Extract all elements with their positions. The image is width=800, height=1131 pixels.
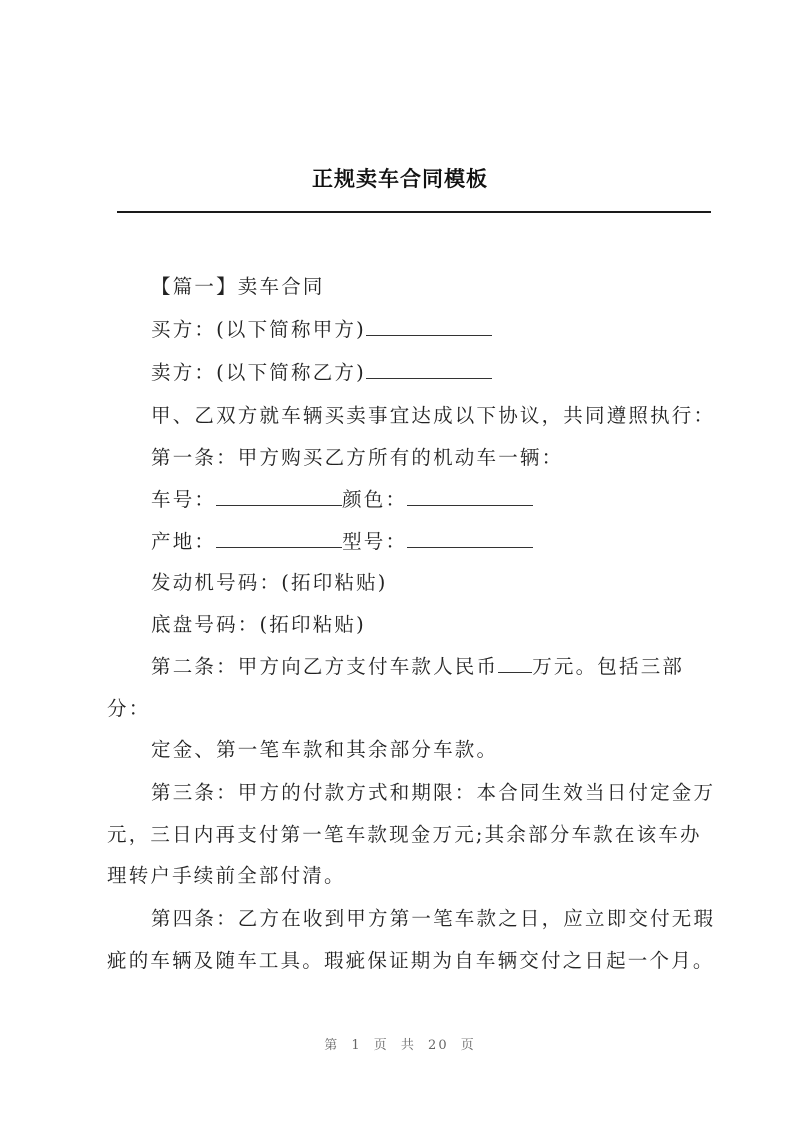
plate-blank (216, 491, 342, 506)
article-2-line-3: 定金、第一笔车款和其余部分车款。 (151, 738, 499, 761)
buyer-line (151, 320, 492, 340)
seller-blank (366, 364, 492, 379)
article-2-text-b: 万元。包括三部 (532, 655, 685, 678)
article-1: 第一条：甲方购买乙方所有的机动车一辆： (151, 446, 564, 469)
plate-color-line (151, 490, 533, 510)
preamble: 甲、乙双方就车辆买卖事宜达成以下协议，共同遵照执行： (151, 404, 716, 427)
engine-number: 发动机号码：(拓印粘贴) (151, 571, 388, 594)
article-3-line-1: 第三条：甲方的付款方式和期限：本合同生效当日付定金万 (151, 781, 716, 804)
article-4-line-2: 疵的车辆及随车工具。瑕疵保证期为自车辆交付之日起一个月。 (107, 949, 715, 972)
article-2-line-2: 分： (107, 697, 151, 720)
buyer-blank (366, 321, 492, 336)
origin-blank (216, 533, 342, 548)
model-label: 型号： (342, 530, 408, 553)
model-blank (407, 533, 533, 548)
seller-label: 卖方：(以下简称乙方) (151, 361, 366, 384)
section-heading: 【篇一】卖车合同 (151, 275, 325, 298)
origin-label: 产地： (151, 530, 217, 553)
amount-blank (498, 658, 532, 673)
title-divider (117, 211, 711, 213)
plate-label: 车号： (151, 488, 217, 511)
origin-model-line (151, 532, 533, 552)
page-title: 正规卖车合同模板 (312, 166, 488, 191)
article-3-line-2: 元，三日内再支付第一笔车款现金万元;其余部分车款在该车办 (107, 823, 702, 846)
article-3-line-3: 理转户手续前全部付清。 (107, 864, 346, 887)
seller-line (151, 363, 492, 383)
chassis-number: 底盘号码：(拓印粘贴) (151, 613, 366, 636)
article-4-line-1: 第四条：乙方在收到甲方第一笔车款之日，应立即交付无瑕 (151, 907, 716, 930)
buyer-label: 买方：(以下简称甲方) (151, 318, 366, 341)
color-blank (407, 491, 533, 506)
color-label: 颜色： (342, 488, 408, 511)
page-number: 第 1 页 共 20 页 (324, 1038, 476, 1053)
article-2-text-a: 第二条：甲方向乙方支付车款人民币 (151, 655, 499, 678)
article-2-line-1 (151, 657, 684, 677)
